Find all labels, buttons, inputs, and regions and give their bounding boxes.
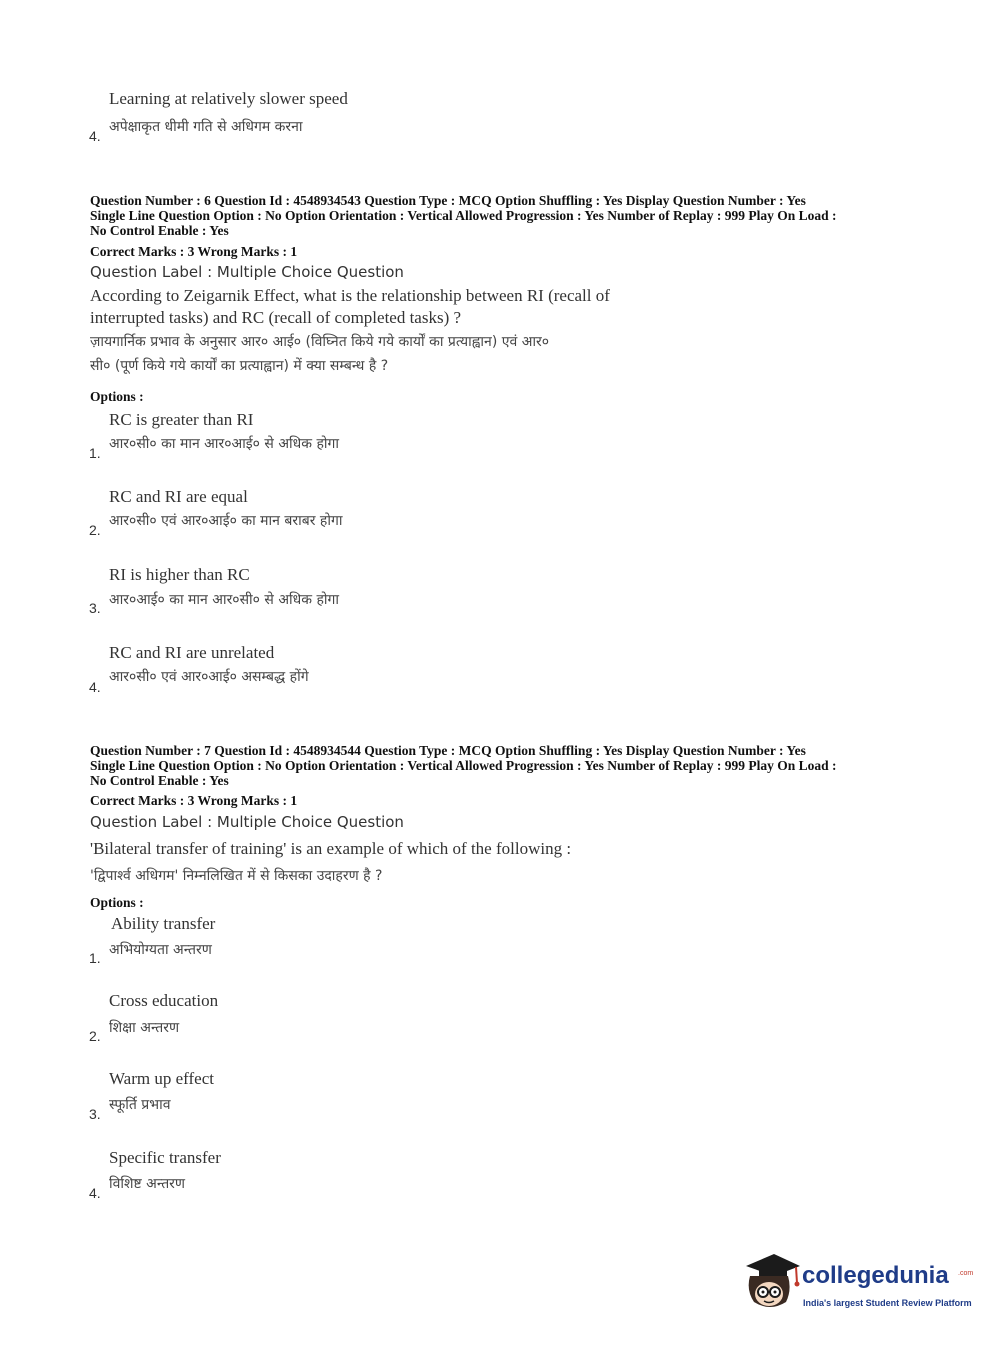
options-label: Options : — [90, 389, 144, 404]
question-text-hi-2: सी० (पूर्ण किये गये कार्यों का प्रत्याह्वान) में क्या सम्बन्ध है ? — [90, 358, 389, 374]
question-text-en-1: According to Zeigarnik Effect, what is the relationship between RI (recall of — [90, 286, 610, 305]
option-number: 1. — [89, 950, 101, 966]
option-en: RI is higher than RC — [109, 565, 250, 584]
prev-option-en: Learning at relatively slower speed — [109, 89, 348, 108]
question-meta-line-3: No Control Enable : Yes — [90, 773, 229, 788]
option-number: 3. — [89, 600, 101, 616]
option-hi: शिक्षा अन्तरण — [109, 1020, 180, 1036]
question-text-hi-1: 'द्विपार्श्व अधिगम' निम्नलिखित में से किसका उदाहरण है ? — [90, 868, 383, 884]
prev-option-number: 4. — [89, 128, 101, 144]
logo-suffix: .com — [958, 1270, 974, 1277]
question-text-en-1: 'Bilateral transfer of training' is an example of which of the following : — [90, 839, 572, 858]
options-label: Options : — [90, 895, 144, 910]
option-number: 1. — [89, 445, 101, 461]
option-hi: आर०आई० का मान आर०सी० से अधिक होगा — [109, 592, 340, 608]
question-marks: Correct Marks : 3 Wrong Marks : 1 — [90, 793, 298, 808]
question-meta-line-2: Single Line Question Option : No Option Orientation : Vertical Allowed Progression : Yes Number of Replay : 999 Play On Load : — [90, 208, 837, 223]
question-meta-line-3: No Control Enable : Yes — [90, 223, 229, 238]
option-en: RC and RI are equal — [109, 487, 248, 506]
option-number: 4. — [89, 679, 101, 695]
question-marks: Correct Marks : 3 Wrong Marks : 1 — [90, 244, 298, 259]
question-meta-line-1: Question Number : 6 Question Id : 4548934543 Question Type : MCQ Option Shuffling : Yes Display Question Number : Yes — [90, 193, 806, 208]
logo-wordmark: collegedunia — [802, 1262, 949, 1289]
question-text-en-2: interrupted tasks) and RC (recall of completed tasks) ? — [90, 308, 462, 327]
option-number: 3. — [89, 1106, 101, 1122]
option-hi: आर०सी० का मान आर०आई० से अधिक होगा — [109, 436, 340, 452]
option-hi: स्फूर्ति प्रभाव — [109, 1097, 171, 1113]
question-text-hi-1: ज़ायगार्निक प्रभाव के अनुसार आर० आई० (विघ्नित किये गये कार्यों का प्रत्याह्वान) एवं आर० — [90, 334, 550, 350]
option-hi: अभियोग्यता अन्तरण — [109, 942, 212, 958]
option-number: 4. — [89, 1185, 101, 1201]
option-number: 2. — [89, 522, 101, 538]
option-en: Ability transfer — [111, 914, 216, 933]
option-en: RC and RI are unrelated — [109, 643, 275, 662]
option-en: Specific transfer — [109, 1148, 221, 1167]
option-en: Cross education — [109, 991, 219, 1010]
option-number: 2. — [89, 1028, 101, 1044]
option-hi: विशिष्ट अन्तरण — [109, 1176, 186, 1192]
option-en: Warm up effect — [109, 1069, 214, 1088]
logo-tagline: India's largest Student Review Platform — [803, 1298, 972, 1308]
mascot-icon — [740, 1250, 802, 1310]
question-meta-line-1: Question Number : 7 Question Id : 4548934544 Question Type : MCQ Option Shuffling : Yes Display Question Number : Yes — [90, 743, 806, 758]
question-label: Question Label : Multiple Choice Question — [90, 813, 404, 831]
prev-option-hi: अपेक्षाकृत धीमी गति से अधिगम करना — [109, 119, 303, 135]
option-en: RC is greater than RI — [109, 410, 254, 429]
question-meta-line-2: Single Line Question Option : No Option Orientation : Vertical Allowed Progression : Yes Number of Replay : 999 Play On Load : — [90, 758, 837, 773]
question-label: Question Label : Multiple Choice Question — [90, 263, 404, 281]
option-hi: आर०सी० एवं आर०आई० का मान बराबर होगा — [109, 513, 343, 529]
option-hi: आर०सी० एवं आर०आई० असम्बद्ध होंगे — [109, 669, 309, 685]
